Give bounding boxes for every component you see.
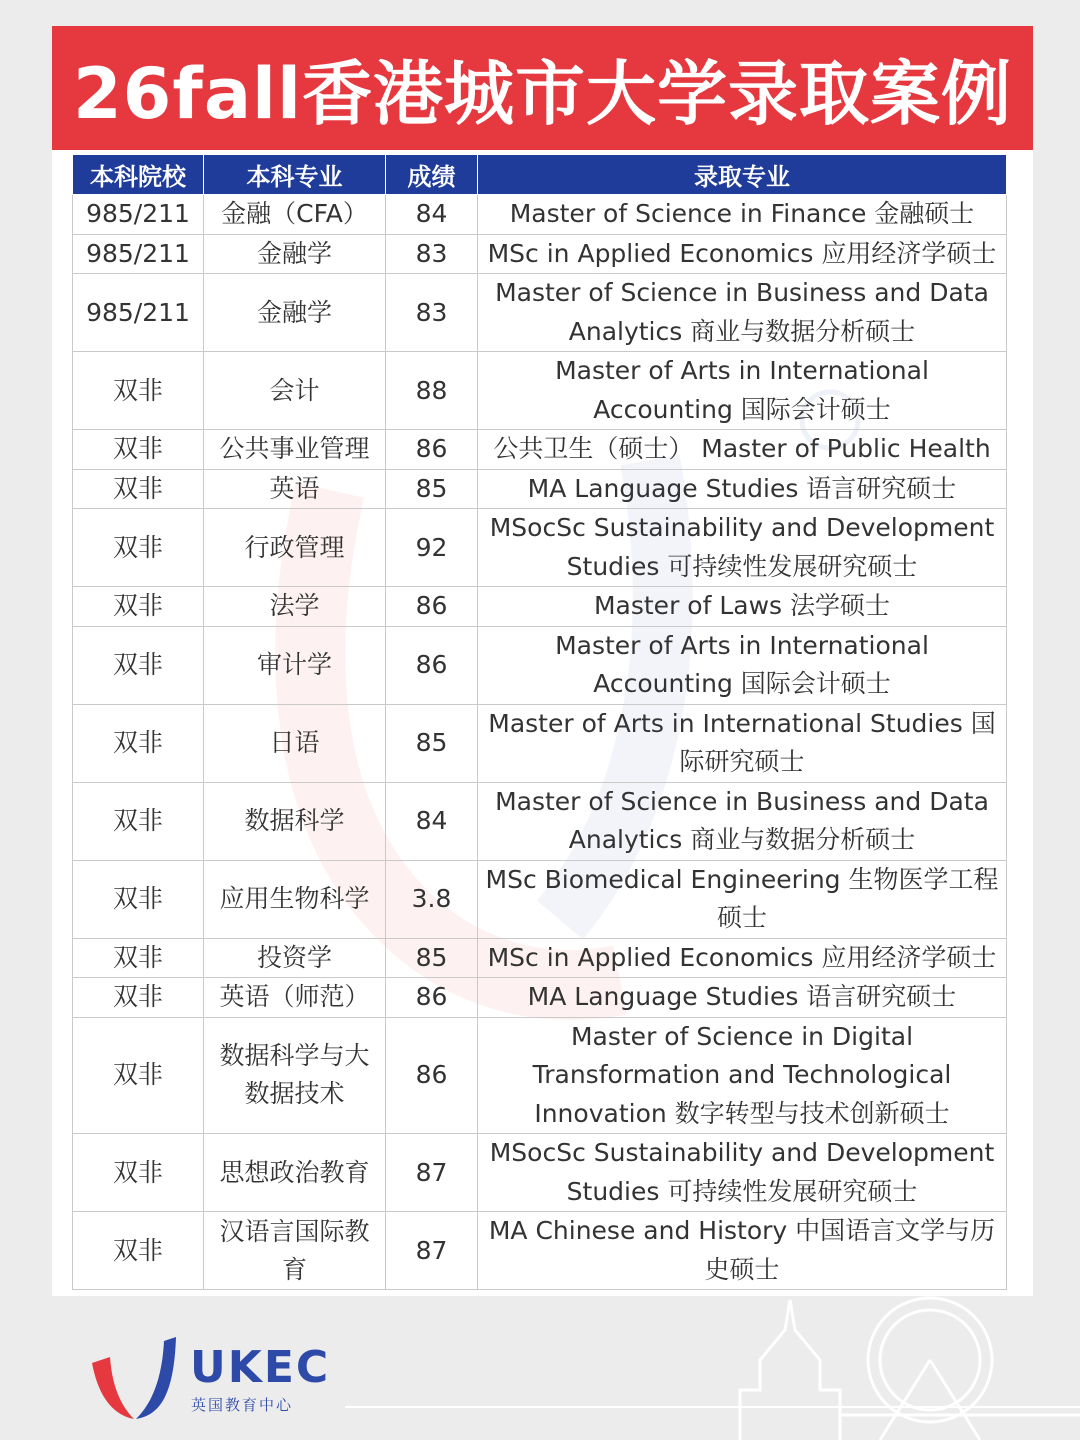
cell-score: 87: [386, 1134, 478, 1212]
table-row: [73, 352, 1007, 430]
cell-score: 88: [386, 352, 478, 430]
skyline-decoration: [730, 1290, 1080, 1440]
table-row: [73, 469, 1007, 509]
cell-score: 86: [386, 978, 478, 1018]
cell-program: MSocSc Sustainability and Development Studies 可持续性发展研究硕士: [478, 1134, 1007, 1212]
cell-score: 84: [386, 195, 478, 235]
cell-major: 金融（CFA）: [204, 195, 386, 235]
cell-major: 会计: [204, 352, 386, 430]
table-row: [73, 234, 1007, 274]
table-row: [73, 1212, 1007, 1290]
cell-major: 公共事业管理: [204, 430, 386, 470]
cell-school: 双非: [73, 509, 204, 587]
cell-score: 86: [386, 587, 478, 627]
cell-school: 双非: [73, 782, 204, 860]
cell-school: 双非: [73, 1134, 204, 1212]
cell-school: 双非: [73, 704, 204, 782]
cell-major: 日语: [204, 704, 386, 782]
cell-major: 应用生物科学: [204, 860, 386, 938]
cell-score: 85: [386, 938, 478, 978]
cell-program: Master of Arts in International Accounting 国际会计硕士: [478, 352, 1007, 430]
cell-school: 985/211: [73, 234, 204, 274]
cell-program: Master of Science in Business and Data Analytics 商业与数据分析硕士: [478, 782, 1007, 860]
table-row: [73, 1017, 1007, 1134]
cell-school: 双非: [73, 430, 204, 470]
cell-major: 思想政治教育: [204, 1134, 386, 1212]
cell-major: 行政管理: [204, 509, 386, 587]
cell-score: 85: [386, 704, 478, 782]
header-score: 成绩: [386, 155, 478, 195]
cell-score: 3.8: [386, 860, 478, 938]
logo-subtitle: 英国教育中心: [191, 1396, 294, 1414]
cell-score: 83: [386, 234, 478, 274]
cell-score: 92: [386, 509, 478, 587]
cell-major: 英语（师范）: [204, 978, 386, 1018]
cell-school: 双非: [73, 469, 204, 509]
cell-school: 985/211: [73, 274, 204, 352]
cell-program: MSocSc Sustainability and Development Studies 可持续性发展研究硕士: [478, 509, 1007, 587]
table-header-row: [73, 155, 1007, 195]
cell-major: 金融学: [204, 274, 386, 352]
logo-wordmark: UKEC: [190, 1342, 331, 1393]
cell-major: 英语: [204, 469, 386, 509]
table-row: [73, 274, 1007, 352]
cell-program: Master of Laws 法学硕士: [478, 587, 1007, 627]
page-title: 26fall香港城市大学录取案例: [72, 52, 1013, 135]
cell-major: 数据科学: [204, 782, 386, 860]
cell-program: MA Language Studies 语言研究硕士: [478, 469, 1007, 509]
cell-program: 公共卫生（硕士） Master of Public Health: [478, 430, 1007, 470]
cell-score: 86: [386, 626, 478, 704]
title-banner: [52, 26, 1033, 150]
cell-major: 数据科学与大数据技术: [204, 1017, 386, 1134]
cell-major: 投资学: [204, 938, 386, 978]
table-row: [73, 978, 1007, 1018]
header-program: 录取专业: [478, 155, 1007, 195]
cell-program: MSc in Applied Economics 应用经济学硕士: [478, 938, 1007, 978]
cell-major: 汉语言国际教育: [204, 1212, 386, 1290]
table-row: [73, 704, 1007, 782]
cell-major: 法学: [204, 587, 386, 627]
cell-score: 84: [386, 782, 478, 860]
cell-school: 双非: [73, 1017, 204, 1134]
cell-program: Master of Science in Digital Transformation and Technological Innovation 数字转型与技术创新硕士: [478, 1017, 1007, 1134]
table-row: [73, 587, 1007, 627]
cell-score: 85: [386, 469, 478, 509]
cell-school: 双非: [73, 1212, 204, 1290]
header-school: 本科院校: [73, 155, 204, 195]
cell-school: 双非: [73, 587, 204, 627]
cell-program: MSc in Applied Economics 应用经济学硕士: [478, 234, 1007, 274]
table-row: [73, 195, 1007, 235]
cell-score: 83: [386, 274, 478, 352]
cell-major: 审计学: [204, 626, 386, 704]
cell-major: 金融学: [204, 234, 386, 274]
cell-program: MA Chinese and History 中国语言文学与历史硕士: [478, 1212, 1007, 1290]
table-row: [73, 782, 1007, 860]
table-row: [73, 430, 1007, 470]
cell-program: MA Language Studies 语言研究硕士: [478, 978, 1007, 1018]
table-row: [73, 1134, 1007, 1212]
cell-program: Master of Arts in International Studies 国际研究硕士: [478, 704, 1007, 782]
cell-program: Master of Science in Business and Data Analytics 商业与数据分析硕士: [478, 274, 1007, 352]
cell-program: MSc Biomedical Engineering 生物医学工程硕士: [478, 860, 1007, 938]
cell-score: 86: [386, 430, 478, 470]
cell-school: 双非: [73, 860, 204, 938]
footer-divider: [345, 1406, 1080, 1408]
table-row: [73, 860, 1007, 938]
table-row: [73, 626, 1007, 704]
cell-score: 86: [386, 1017, 478, 1134]
cell-school: 双非: [73, 978, 204, 1018]
cell-score: 87: [386, 1212, 478, 1290]
admission-cases-table: [72, 154, 1007, 1290]
header-major: 本科专业: [204, 155, 386, 195]
cell-program: Master of Science in Finance 金融硕士: [478, 195, 1007, 235]
cell-program: Master of Arts in International Accounting 国际会计硕士: [478, 626, 1007, 704]
table-row: [73, 509, 1007, 587]
cell-school: 双非: [73, 938, 204, 978]
cell-school: 985/211: [73, 195, 204, 235]
table-row: [73, 938, 1007, 978]
cell-school: 双非: [73, 626, 204, 704]
cell-school: 双非: [73, 352, 204, 430]
